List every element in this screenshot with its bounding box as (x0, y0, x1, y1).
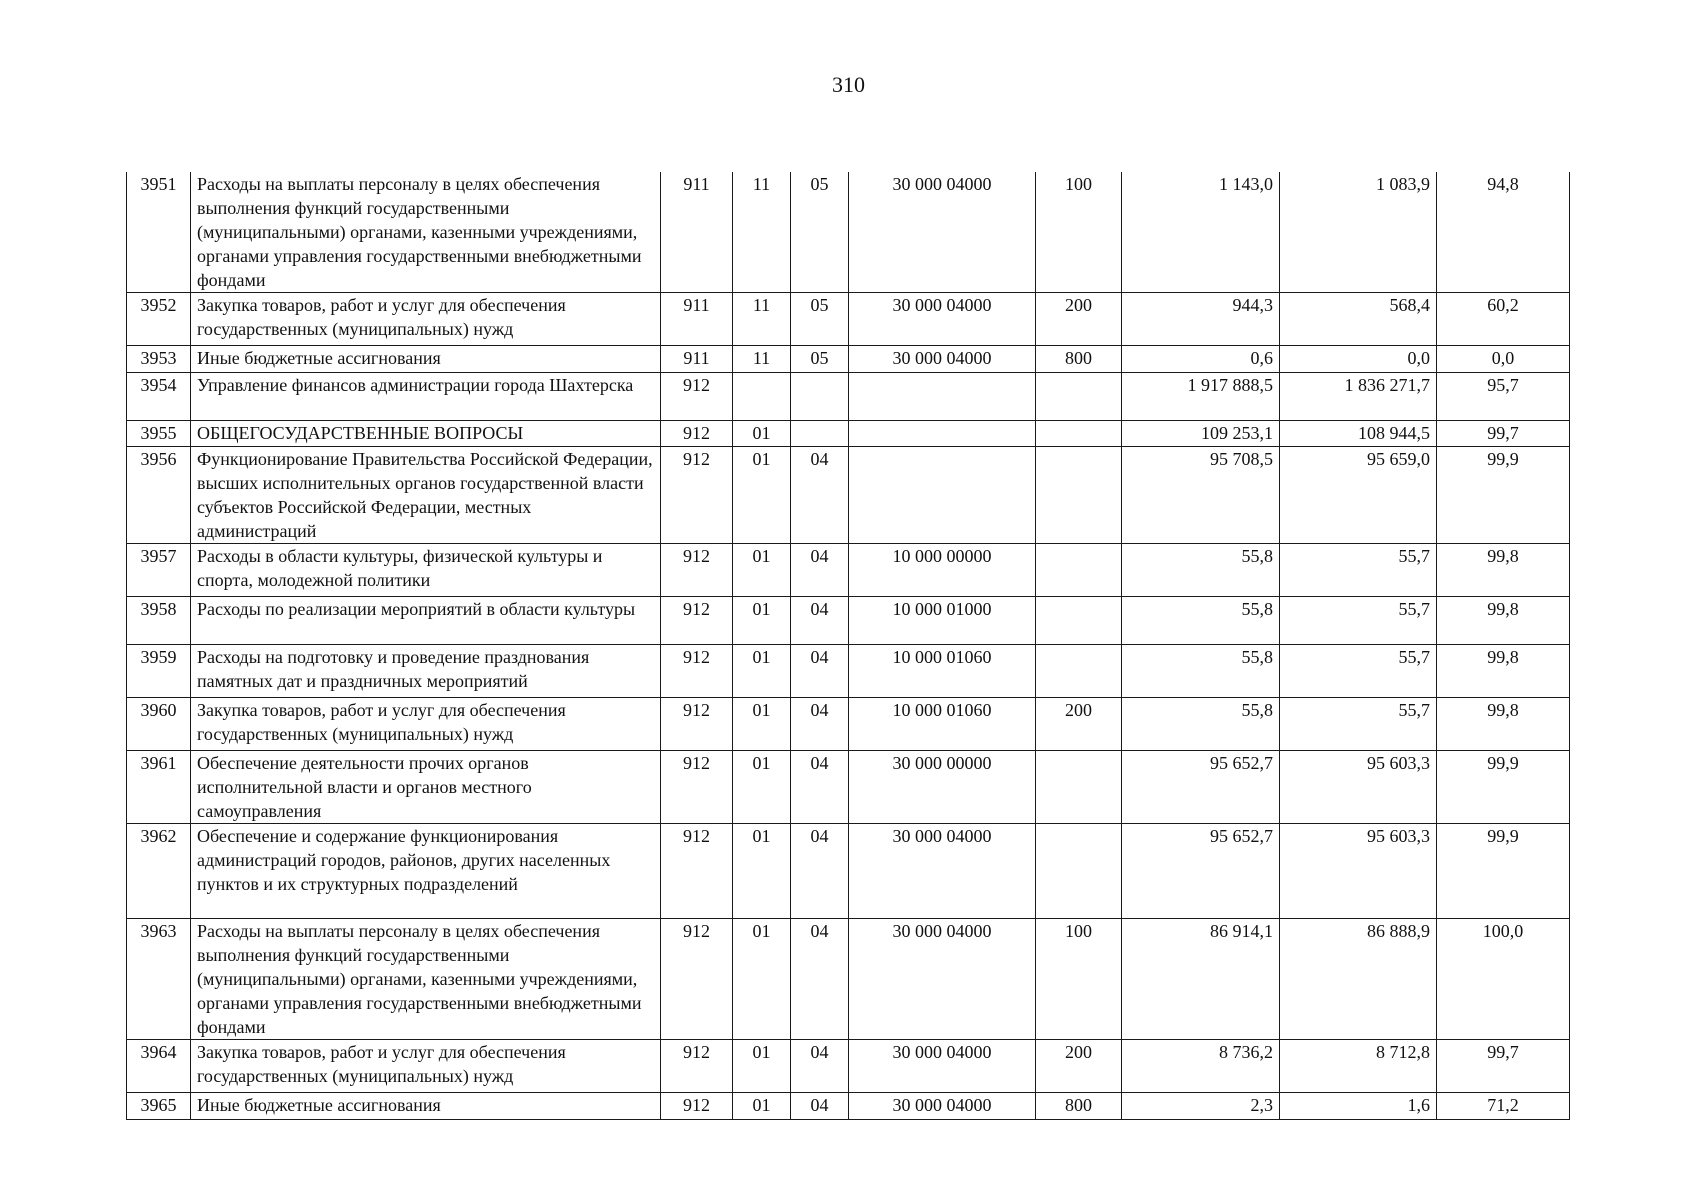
actual-amount-cell: 1 083,9 (1280, 172, 1437, 293)
section-code-cell: 11 (733, 346, 791, 373)
item-name-cell: Иные бюджетные ассигнования (191, 346, 661, 373)
planned-amount-cell: 8 736,2 (1122, 1040, 1280, 1093)
item-name-cell: Закупка товаров, работ и услуг для обеспечения государственных (муниципальных) нужд (191, 1040, 661, 1093)
planned-amount-cell: 95 652,7 (1122, 751, 1280, 824)
actual-amount-cell: 95 603,3 (1280, 824, 1437, 919)
subsection-code-cell: 04 (791, 1040, 849, 1093)
table-row (127, 346, 1570, 373)
row-number-cell: 3962 (127, 824, 191, 919)
table-row (127, 544, 1570, 597)
item-name-cell: Функционирование Правительства Российской Федерации, высших исполнительных органов государственной власти субъектов Российской Федерации, местных администраций (191, 447, 661, 544)
section-code-cell: 01 (733, 698, 791, 751)
item-name-cell: Расходы на подготовку и проведение празднования памятных дат и праздничных мероприятий (191, 645, 661, 698)
target-article-cell (849, 421, 1036, 447)
table-row (127, 698, 1570, 751)
execution-percent-cell: 94,8 (1437, 172, 1570, 293)
target-article-cell: 30 000 04000 (849, 346, 1036, 373)
grbs-code-cell: 912 (661, 824, 733, 919)
section-code-cell: 01 (733, 447, 791, 544)
table-row (127, 172, 1570, 293)
expense-type-cell: 200 (1036, 698, 1122, 751)
target-article-cell: 10 000 00000 (849, 544, 1036, 597)
expense-type-cell (1036, 544, 1122, 597)
planned-amount-cell: 1 143,0 (1122, 172, 1280, 293)
actual-amount-cell: 95 603,3 (1280, 751, 1437, 824)
actual-amount-cell: 108 944,5 (1280, 421, 1437, 447)
row-number-cell: 3957 (127, 544, 191, 597)
table-row (127, 1093, 1570, 1120)
row-number-cell: 3951 (127, 172, 191, 293)
subsection-code-cell: 04 (791, 597, 849, 645)
expense-type-cell (1036, 645, 1122, 698)
table-row (127, 751, 1570, 824)
table-row (127, 597, 1570, 645)
execution-percent-cell: 71,2 (1437, 1093, 1570, 1120)
subsection-code-cell: 05 (791, 172, 849, 293)
actual-amount-cell: 0,0 (1280, 346, 1437, 373)
execution-percent-cell: 100,0 (1437, 919, 1570, 1040)
execution-percent-cell: 0,0 (1437, 346, 1570, 373)
section-code-cell (733, 373, 791, 421)
planned-amount-cell: 55,8 (1122, 544, 1280, 597)
expense-type-cell: 800 (1036, 346, 1122, 373)
planned-amount-cell: 2,3 (1122, 1093, 1280, 1120)
execution-percent-cell: 60,2 (1437, 293, 1570, 346)
expense-type-cell (1036, 824, 1122, 919)
section-code-cell: 01 (733, 1093, 791, 1120)
row-number-cell: 3955 (127, 421, 191, 447)
actual-amount-cell: 1,6 (1280, 1093, 1437, 1120)
planned-amount-cell: 95 708,5 (1122, 447, 1280, 544)
table-row (127, 447, 1570, 544)
table-row (127, 421, 1570, 447)
subsection-code-cell: 04 (791, 751, 849, 824)
target-article-cell: 10 000 01060 (849, 698, 1036, 751)
row-number-cell: 3952 (127, 293, 191, 346)
row-number-cell: 3953 (127, 346, 191, 373)
item-name-cell: Расходы по реализации мероприятий в области культуры (191, 597, 661, 645)
subsection-code-cell: 04 (791, 544, 849, 597)
table-row (127, 1040, 1570, 1093)
target-article-cell: 30 000 04000 (849, 293, 1036, 346)
grbs-code-cell: 911 (661, 172, 733, 293)
table-row (127, 373, 1570, 421)
grbs-code-cell: 912 (661, 698, 733, 751)
section-code-cell: 11 (733, 293, 791, 346)
planned-amount-cell: 944,3 (1122, 293, 1280, 346)
target-article-cell: 30 000 00000 (849, 751, 1036, 824)
table-row (127, 824, 1570, 919)
target-article-cell: 30 000 04000 (849, 172, 1036, 293)
planned-amount-cell: 55,8 (1122, 645, 1280, 698)
actual-amount-cell: 95 659,0 (1280, 447, 1437, 544)
item-name-cell: Обеспечение и содержание функционирования администраций городов, районов, других населенных пунктов и их структурных подразделений (191, 824, 661, 919)
item-name-cell: Управление финансов администрации города Шахтерска (191, 373, 661, 421)
target-article-cell: 10 000 01060 (849, 645, 1036, 698)
execution-percent-cell: 99,8 (1437, 645, 1570, 698)
section-code-cell: 01 (733, 645, 791, 698)
planned-amount-cell: 95 652,7 (1122, 824, 1280, 919)
target-article-cell: 30 000 04000 (849, 1040, 1036, 1093)
section-code-cell: 11 (733, 172, 791, 293)
row-number-cell: 3965 (127, 1093, 191, 1120)
row-number-cell: 3964 (127, 1040, 191, 1093)
target-article-cell (849, 447, 1036, 544)
item-name-cell: Закупка товаров, работ и услуг для обеспечения государственных (муниципальных) нужд (191, 293, 661, 346)
row-number-cell: 3958 (127, 597, 191, 645)
row-number-cell: 3954 (127, 373, 191, 421)
table-row (127, 645, 1570, 698)
planned-amount-cell: 109 253,1 (1122, 421, 1280, 447)
item-name-cell: Расходы на выплаты персоналу в целях обеспечения выполнения функций государственными (муниципальными) органами, казенными учреждениями, органами управления государственными внебюджетными фондами (191, 919, 661, 1040)
grbs-code-cell: 911 (661, 293, 733, 346)
table-row (127, 293, 1570, 346)
expense-type-cell (1036, 421, 1122, 447)
expense-type-cell: 200 (1036, 1040, 1122, 1093)
item-name-cell: Закупка товаров, работ и услуг для обеспечения государственных (муниципальных) нужд (191, 698, 661, 751)
page-number: 310 (832, 72, 865, 97)
grbs-code-cell: 912 (661, 1040, 733, 1093)
actual-amount-cell: 86 888,9 (1280, 919, 1437, 1040)
row-number-cell: 3960 (127, 698, 191, 751)
actual-amount-cell: 55,7 (1280, 544, 1437, 597)
row-number-cell: 3961 (127, 751, 191, 824)
actual-amount-cell: 55,7 (1280, 698, 1437, 751)
section-code-cell: 01 (733, 824, 791, 919)
expense-type-cell (1036, 751, 1122, 824)
target-article-cell: 30 000 04000 (849, 919, 1036, 1040)
planned-amount-cell: 1 917 888,5 (1122, 373, 1280, 421)
execution-percent-cell: 99,8 (1437, 544, 1570, 597)
budget-table (126, 172, 1570, 1120)
subsection-code-cell: 04 (791, 447, 849, 544)
actual-amount-cell: 55,7 (1280, 597, 1437, 645)
subsection-code-cell: 04 (791, 919, 849, 1040)
execution-percent-cell: 99,7 (1437, 1040, 1570, 1093)
actual-amount-cell: 1 836 271,7 (1280, 373, 1437, 421)
target-article-cell (849, 373, 1036, 421)
section-code-cell: 01 (733, 1040, 791, 1093)
grbs-code-cell: 912 (661, 544, 733, 597)
execution-percent-cell: 99,9 (1437, 824, 1570, 919)
subsection-code-cell: 04 (791, 1093, 849, 1120)
execution-percent-cell: 95,7 (1437, 373, 1570, 421)
execution-percent-cell: 99,8 (1437, 698, 1570, 751)
grbs-code-cell: 912 (661, 421, 733, 447)
target-article-cell: 10 000 01000 (849, 597, 1036, 645)
section-code-cell: 01 (733, 919, 791, 1040)
subsection-code-cell: 05 (791, 293, 849, 346)
expense-type-cell: 100 (1036, 172, 1122, 293)
section-code-cell: 01 (733, 421, 791, 447)
grbs-code-cell: 912 (661, 645, 733, 698)
subsection-code-cell: 04 (791, 824, 849, 919)
subsection-code-cell: 05 (791, 346, 849, 373)
row-number-cell: 3956 (127, 447, 191, 544)
grbs-code-cell: 912 (661, 447, 733, 544)
execution-percent-cell: 99,9 (1437, 447, 1570, 544)
actual-amount-cell: 568,4 (1280, 293, 1437, 346)
actual-amount-cell: 8 712,8 (1280, 1040, 1437, 1093)
item-name-cell: Расходы в области культуры, физической культуры и спорта, молодежной политики (191, 544, 661, 597)
row-number-cell: 3963 (127, 919, 191, 1040)
section-code-cell: 01 (733, 751, 791, 824)
execution-percent-cell: 99,7 (1437, 421, 1570, 447)
planned-amount-cell: 86 914,1 (1122, 919, 1280, 1040)
subsection-code-cell: 04 (791, 698, 849, 751)
item-name-cell: Иные бюджетные ассигнования (191, 1093, 661, 1120)
expense-type-cell: 100 (1036, 919, 1122, 1040)
grbs-code-cell: 912 (661, 597, 733, 645)
grbs-code-cell: 911 (661, 346, 733, 373)
expense-type-cell: 800 (1036, 1093, 1122, 1120)
subsection-code-cell (791, 373, 849, 421)
table-row (127, 919, 1570, 1040)
section-code-cell: 01 (733, 544, 791, 597)
subsection-code-cell: 04 (791, 645, 849, 698)
planned-amount-cell: 0,6 (1122, 346, 1280, 373)
subsection-code-cell (791, 421, 849, 447)
planned-amount-cell: 55,8 (1122, 698, 1280, 751)
execution-percent-cell: 99,9 (1437, 751, 1570, 824)
item-name-cell: Обеспечение деятельности прочих органов исполнительной власти и органов местного самоуправления (191, 751, 661, 824)
actual-amount-cell: 55,7 (1280, 645, 1437, 698)
grbs-code-cell: 912 (661, 919, 733, 1040)
grbs-code-cell: 912 (661, 751, 733, 824)
grbs-code-cell: 912 (661, 1093, 733, 1120)
item-name-cell: ОБЩЕГОСУДАРСТВЕННЫЕ ВОПРОСЫ (191, 421, 661, 447)
execution-percent-cell: 99,8 (1437, 597, 1570, 645)
target-article-cell: 30 000 04000 (849, 824, 1036, 919)
row-number-cell: 3959 (127, 645, 191, 698)
grbs-code-cell: 912 (661, 373, 733, 421)
expense-type-cell (1036, 447, 1122, 544)
item-name-cell: Расходы на выплаты персоналу в целях обеспечения выполнения функций государственными (муниципальными) органами, казенными учреждениями, органами управления государственными внебюджетными фондами (191, 172, 661, 293)
expense-type-cell: 200 (1036, 293, 1122, 346)
target-article-cell: 30 000 04000 (849, 1093, 1036, 1120)
expense-type-cell (1036, 597, 1122, 645)
expense-type-cell (1036, 373, 1122, 421)
planned-amount-cell: 55,8 (1122, 597, 1280, 645)
section-code-cell: 01 (733, 597, 791, 645)
